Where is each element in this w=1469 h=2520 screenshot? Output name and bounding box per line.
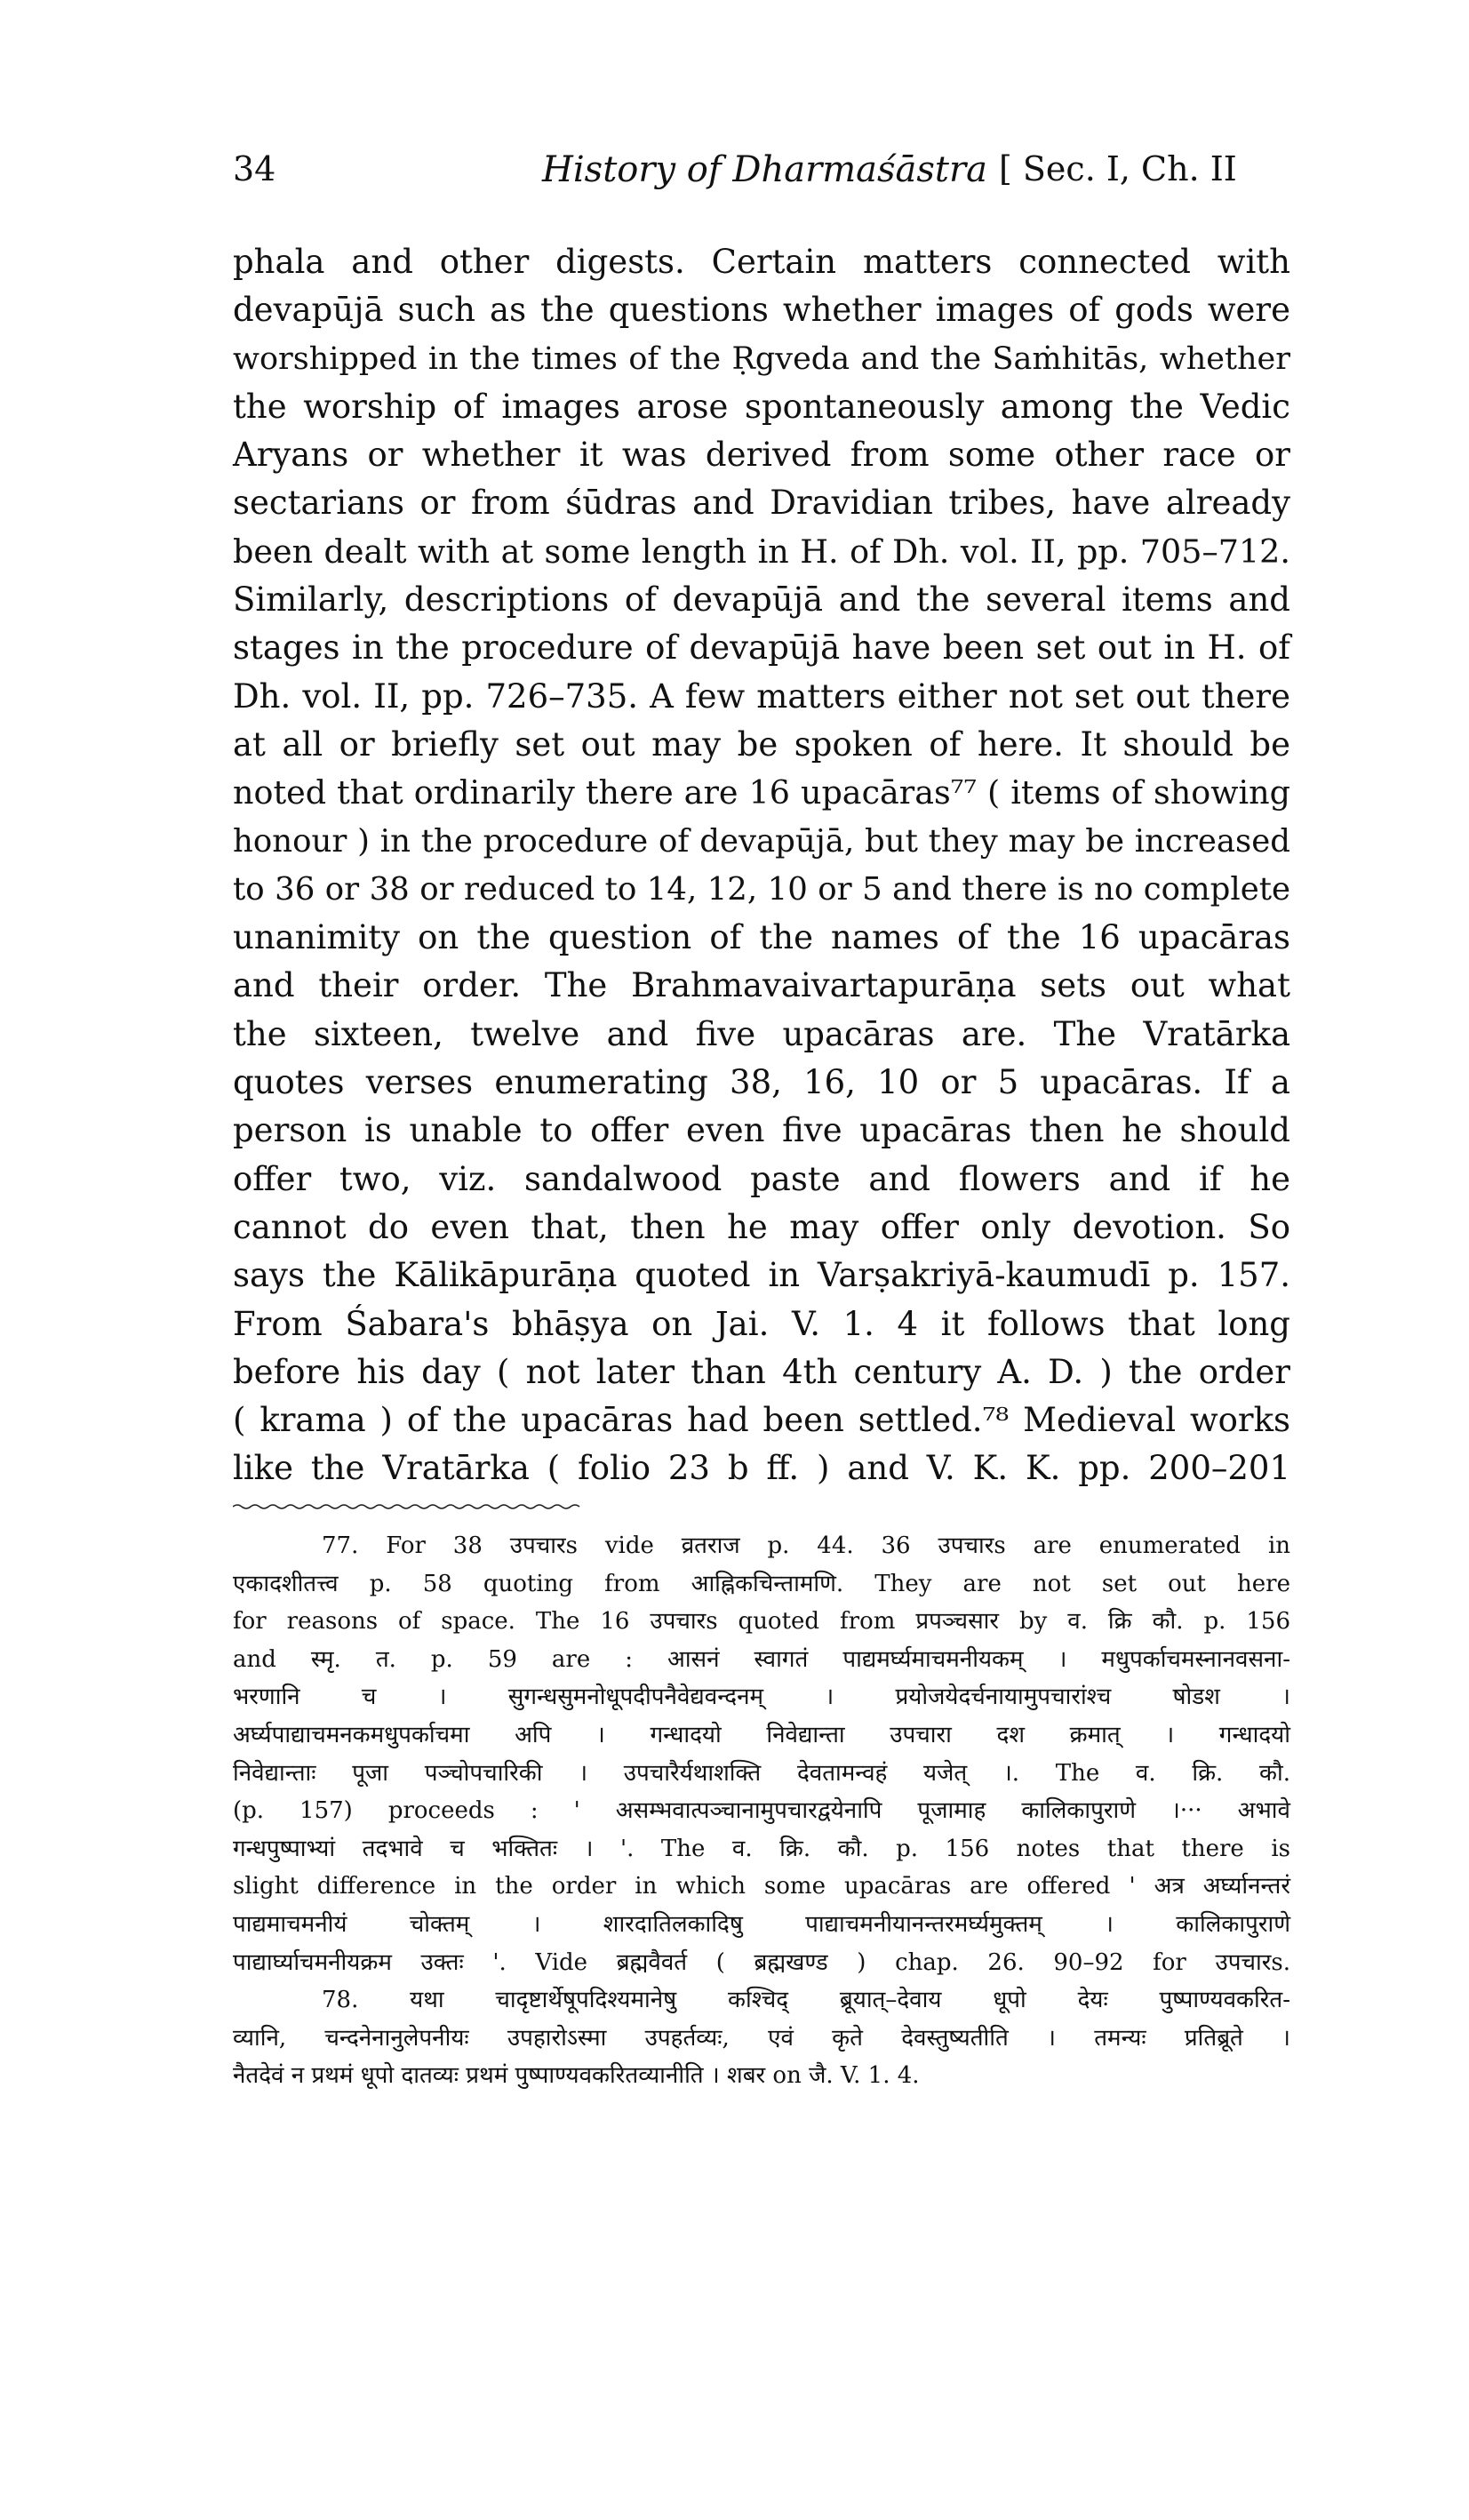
body-line: person is unable to offer even five upacāras then he should [233,1111,1290,1150]
body-line: at all or briefly set out may be spoken of here. It should be [233,724,1290,764]
footnote-77-line: पाद्यार्घ्याचमनीयक्रम उक्तः '. Vide ब्रह्मवैवर्त ( ब्रह्मखण्ड ) chap. 26. 90–92 for उपचारs. [233,1948,1290,1976]
footnote-divider [233,1502,584,1511]
footnotes [233,1527,1290,2095]
body-line: unanimity on the question of the names of the 16 upacāras [233,918,1290,957]
page-header [233,149,1299,212]
body-line: sectarians or from śūdras and Dravidian tribes, have already [233,484,1290,523]
footnote-77-line: एकादशीतत्त्व p. 58 quoting from आह्निकचिन्तामणि. They are not set out here [233,1570,1290,1597]
body-line: devapūjā such as the questions whether images of gods were [233,291,1290,330]
body-line: honour ) in the procedure of devapūjā, but they may be increased [233,822,1290,860]
main-text [233,238,1290,1493]
footnote-77-line: भरणानि च । सुगन्धसुमनोधूपदीपनैवेद्यवन्दनम् । प्रयोजयेदर्चनायामुपचारांश्च षोडश । [233,1684,1290,1711]
footnote-77-line: slight difference in the order in which some upacāras are offered ' अत्र अर्घ्यानन्तरं [233,1873,1290,1900]
body-line: worshipped in the times of the Ṛgveda and the Saṁhitās, whether [233,340,1290,377]
body-line: the sixteen, twelve and five upacāras are. The Vratārka [233,1014,1290,1053]
body-line: stages in the procedure of devapūjā have been set out in H. of [233,628,1290,668]
body-line: Similarly, descriptions of devapūjā and the several items and [233,580,1290,620]
page-number: 34 [233,149,276,188]
body-line: says the Kālikāpurāṇa quoted in Varṣakriyā-kaumudī p. 157. [233,1256,1290,1295]
body-line: phala and other digests. Certain matters connected with [233,243,1290,281]
body-line: been dealt with at some length in H. of Dh. vol. II, pp. 705–712. [233,532,1290,571]
body-line: the worship of images arose spontaneously among the Vedic [233,387,1290,426]
body-line: Aryans or whether it was derived from some other race or [233,436,1290,475]
body-line: quotes verses enumerating 38, 16, 10 or 5 upacāras. If a [233,1063,1290,1102]
running-title: History of Dharmaśāstra [542,149,987,190]
section-reference: [ Sec. I, Ch. II [999,149,1237,188]
body-line: and their order. The Brahmavaivartapurāṇa sets out what [233,966,1290,1005]
body-line: like the Vratārka ( folio 23 b ff. ) and V. K. K. pp. 200–201 [233,1449,1290,1488]
body-line: before his day ( not later than 4th century A. D. ) the order [233,1352,1290,1391]
body-line: ( krama ) of the upacāras had been settled.⁷⁸ Medieval works [233,1401,1290,1440]
footnote-78-line: 78. यथा चादृष्टार्थेषूपदिश्यमानेषु कश्चिद् ब्रूयात्–देवाय धूपो देयः पुष्पाण्यवकरित- [322,1987,1290,2014]
body-line: to 36 or 38 or reduced to 14, 12, 10 or 5 and there is no complete [233,870,1290,908]
footnote-77-line: for reasons of space. The 16 उपचारs quoted from प्रपञ्चसार by व. क्रि कौ. p. 156 [233,1608,1290,1636]
body-line: From Śabara's bhāṣya on Jai. V. 1. 4 it follows that long [233,1304,1290,1343]
footnote-77-line: पाद्यमाचमनीयं चोक्तम् । शारदातिलकादिषु पाद्याचमनीयानन्तरमर्घ्यमुक्तम् । कालिकापुराणे [233,1910,1290,1938]
body-line: Dh. vol. II, pp. 726–735. A few matters either not set out there [233,676,1290,716]
footnote-77-line: 77. For 38 उपचारs vide व्रतराज p. 44. 36 उपचारs are enumerated in [322,1532,1290,1559]
body-line: noted that ordinarily there are 16 upacāras⁷⁷ ( items of showing [233,773,1290,812]
footnote-77-line: (p. 157) proceeds : ' असम्भवात्पञ्चानामुपचारद्वयेनापि पूजामाह कालिकापुराणे ।··· अभावे [233,1797,1290,1825]
body-line: offer two, viz. sandalwood paste and flowers and if he [233,1159,1290,1198]
footnote-78-line: व्यानि, चन्दनेनानुलेपनीयः उपहारोऽस्मा उपहर्तव्यः, एवं कृते देवस्तुष्यतीति । तमन्यः प्रतिब्रूते । [233,2024,1290,2052]
footnote-78-line: नैतदेवं न प्रथमं धूपो दातव्यः प्रथमं पुष्पाण्यवकरितव्यानीति । शबर on जै. V. 1. 4. [233,2062,920,2090]
body-line: cannot do even that, then he may offer only devotion. So [233,1207,1290,1246]
footnote-77-line: अर्घ्यपाद्याचमनकमधुपर्काचमा अपि । गन्धादयो निवेद्यान्ता उपचारा दश क्रमात् । गन्धादयो [233,1721,1290,1748]
footnote-77-line: निवेद्यान्ताः पूजा पञ्चोपचारिकी । उपचारैर्यथाशक्ति देवतामन्वहं यजेत् ।. The व. क्रि. कौ. [233,1759,1290,1787]
footnote-77-line: गन्धपुष्पाभ्यां तदभावे च भक्तितः । '. The व. क्रि. कौ. p. 156 notes that there is [233,1835,1290,1862]
footnote-77-line: and स्मृ. त. p. 59 are : आसनं स्वागतं पाद्यमर्घ्यमाचमनीयकम् । मधुपर्काचमस्नानवसना- [233,1645,1290,1673]
